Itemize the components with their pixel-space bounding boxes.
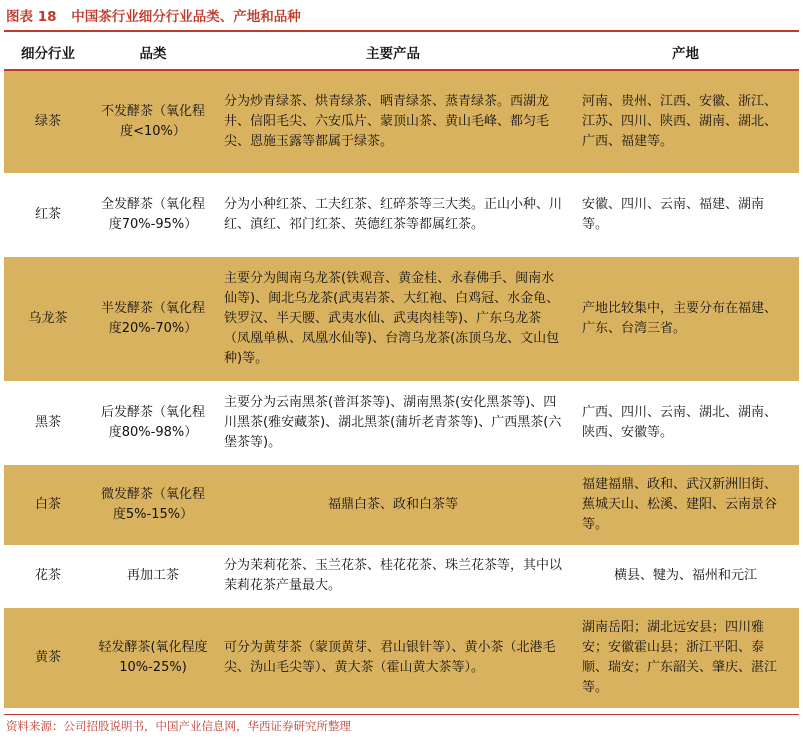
header-products: 主要产品 (214, 35, 572, 70)
table-header-row (4, 35, 799, 70)
cell-origin: 福建福鼎、政和、武汉新洲旧街、蕉城天山、松溪、建阳、云南景谷等。 (572, 464, 799, 545)
table-row (4, 381, 799, 464)
table-row (4, 545, 799, 607)
table-row (4, 70, 799, 173)
cell-origin: 横县、犍为、福州和元江 (572, 545, 799, 607)
header-origin: 产地 (572, 35, 799, 70)
cell-origin: 湖南岳阳；湖北远安县；四川雅安；安徽霍山县；浙江平阳、泰顺、瑞安；广东韶关、肇庆、湛江等。 (572, 607, 799, 708)
header-segment: 细分行业 (4, 35, 92, 70)
cell-category: 轻发酵茶(氧化程度 10%-25%) (92, 607, 214, 708)
cell-category: 不发酵茶（氧化程度<10%） (92, 70, 214, 173)
figure-number: 图表 18 (6, 9, 57, 25)
table-row (4, 464, 799, 545)
title-divider (4, 30, 799, 32)
cell-category: 再加工茶 (92, 545, 214, 607)
figure-caption: 中国茶行业细分行业品类、产地和品种 (71, 9, 301, 25)
cell-category: 半发酵茶（氧化程度20%-70%） (92, 256, 214, 381)
cell-segment: 黄茶 (4, 607, 92, 708)
table-row (4, 607, 799, 708)
cell-segment: 红茶 (4, 173, 92, 256)
cell-products: 分为小种红茶、工夫红茶、红碎茶等三大类。正山小种、川红、滇红、祁门红茶、英德红茶等都属红茶。 (214, 173, 572, 256)
cell-category: 全发酵茶（氧化程度70%-95%） (92, 173, 214, 256)
bottom-divider (4, 714, 799, 715)
table-row (4, 256, 799, 381)
source-note: 资料来源：公司招股说明书，中国产业信息网，华西证券研究所整理 (6, 719, 351, 733)
cell-products: 分为炒青绿茶、烘青绿茶、晒青绿茶、蒸青绿茶。西湖龙井、信阳毛尖、六安瓜片、蒙顶山茶、黄山毛峰、都匀毛尖、恩施玉露等都属于绿茶。 (214, 70, 572, 173)
cell-products: 分为茉莉花茶、玉兰花茶、桂花花茶、珠兰花茶等，其中以茉莉花茶产量最大。 (214, 545, 572, 607)
cell-segment: 乌龙茶 (4, 256, 92, 381)
cell-segment: 绿茶 (4, 70, 92, 173)
cell-origin: 广西、四川、云南、湖北、湖南、陕西、安徽等。 (572, 381, 799, 464)
cell-category: 微发酵茶（氧化程度5%-15%） (92, 464, 214, 545)
cell-products: 主要分为闽南乌龙茶(铁观音、黄金桂、永春佛手、闽南水仙等)、闽北乌龙茶(武夷岩茶、大红袍、白鸡冠、水金龟、铁罗汉、半天腰、武夷水仙、武夷肉桂等)、广东乌龙茶（凤凰单枞、凤凰水仙等)、台湾乌龙茶(冻顶乌龙、文山包种)等。 (214, 256, 572, 381)
header-category: 品类 (92, 35, 214, 70)
cell-segment: 白茶 (4, 464, 92, 545)
figure-title (6, 6, 301, 28)
cell-origin: 河南、贵州、江西、安徽、浙江、江苏、四川、陕西、湖南、湖北、广西、福建等。 (572, 70, 799, 173)
cell-products: 福鼎白茶、政和白茶等 (214, 464, 572, 545)
cell-products: 主要分为云南黑茶(普洱茶等)、湖南黑茶(安化黑茶等)、四川黑茶(雅安藏茶)、湖北黑茶(蒲圻老青茶等)、广西黑茶(六堡茶等)。 (214, 381, 572, 464)
cell-segment: 花茶 (4, 545, 92, 607)
cell-products: 可分为黄芽茶（蒙顶黄芽、君山银针等）、黄小茶（北港毛尖、沩山毛尖等）、黄大茶（霍山黄大茶等）。 (214, 607, 572, 708)
cell-origin: 安徽、四川、云南、福建、湖南等。 (572, 173, 799, 256)
table-row (4, 173, 799, 256)
tea-segments-table (4, 35, 799, 709)
cell-category: 后发酵茶（氧化程度80%-98%） (92, 381, 214, 464)
cell-origin: 产地比较集中，主要分布在福建、广东、台湾三省。 (572, 256, 799, 381)
cell-segment: 黑茶 (4, 381, 92, 464)
